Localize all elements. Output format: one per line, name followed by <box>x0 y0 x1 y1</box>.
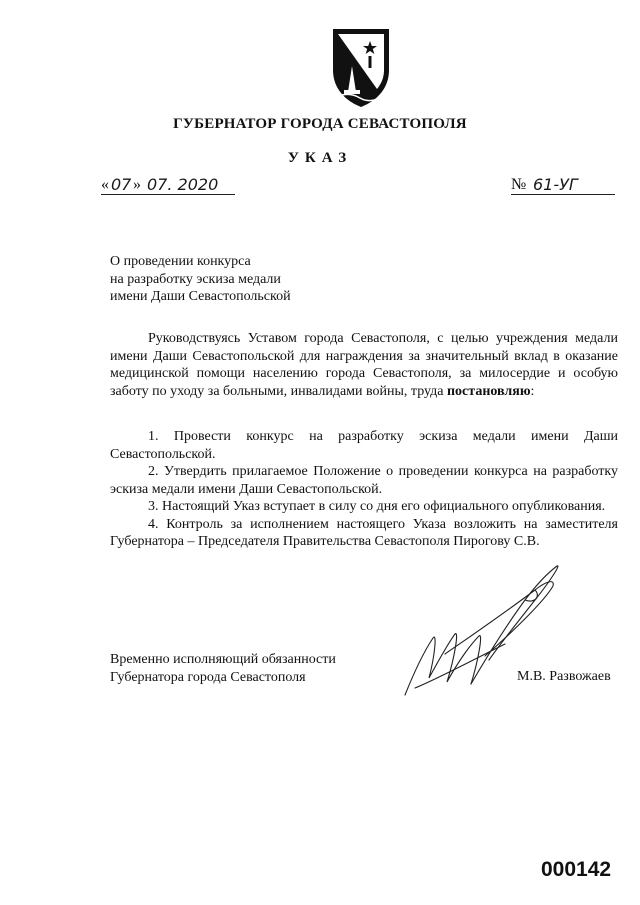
sevastopol-coat-of-arms-icon <box>330 26 392 108</box>
date-day: 07 <box>111 175 132 194</box>
preamble-text: Руководствуясь Уставом города Севастополя, с целью учреждения медали имени Даши Севастопольской для награждения за значительный вклад в оказание медицинской помощи населению города Севастополя, за милосердие и особую заботу по уходу за больными, инвалидами войны, труда <box>110 331 618 399</box>
signatory-title-line: Губернатора города Севастополя <box>110 669 306 685</box>
number-sign: № <box>511 176 527 193</box>
decree-item: 1. Провести конкурс на разработку эскиза медали имени Даши Севастопольской. <box>110 429 618 462</box>
number-value: 61-УГ <box>533 175 578 194</box>
handwritten-signature-icon <box>385 560 585 710</box>
signatory-title-line: Временно исполняющий обязанности <box>110 652 336 667</box>
preamble-emphasis: постановляю <box>446 383 531 399</box>
date-open-quote: « <box>101 176 109 193</box>
signatory-name: М.В. Развожаев <box>517 669 611 684</box>
decree-subject <box>110 253 390 306</box>
decree-item: 4. Контроль за исполнением настоящего Указа возложить на заместителя Губернатора – Председателя Правительства Севастополя Пирогову С.В. <box>110 516 618 549</box>
decree-item: 3. Настоящий Указ вступает в силу со дня его официального опубликования. <box>148 499 606 514</box>
subject-line: О проведении конкурса <box>110 254 251 269</box>
decree-items <box>110 428 618 551</box>
decree-item: 2. Утвердить прилагаемое Положение о проведении конкурса на разработку эскиза медали имени Даши Севастопольской. <box>110 464 618 497</box>
decree-number <box>511 172 615 195</box>
document-type: УКАЗ <box>287 150 353 166</box>
registration-number: 000142 <box>541 858 612 881</box>
preamble-tail: : <box>530 383 535 399</box>
subject-line: на разработку эскиза медали <box>110 271 281 287</box>
date-close-quote: » <box>133 176 141 193</box>
decree-date <box>101 172 235 195</box>
date-month-year: 07. 2020 <box>147 175 219 194</box>
decree-preamble <box>110 330 618 400</box>
subject-line: имени Даши Севастопольской <box>110 289 291 304</box>
signatory-title <box>110 651 336 686</box>
issuing-authority: ГУБЕРНАТОР ГОРОДА СЕВАСТОПОЛЯ <box>173 116 467 132</box>
